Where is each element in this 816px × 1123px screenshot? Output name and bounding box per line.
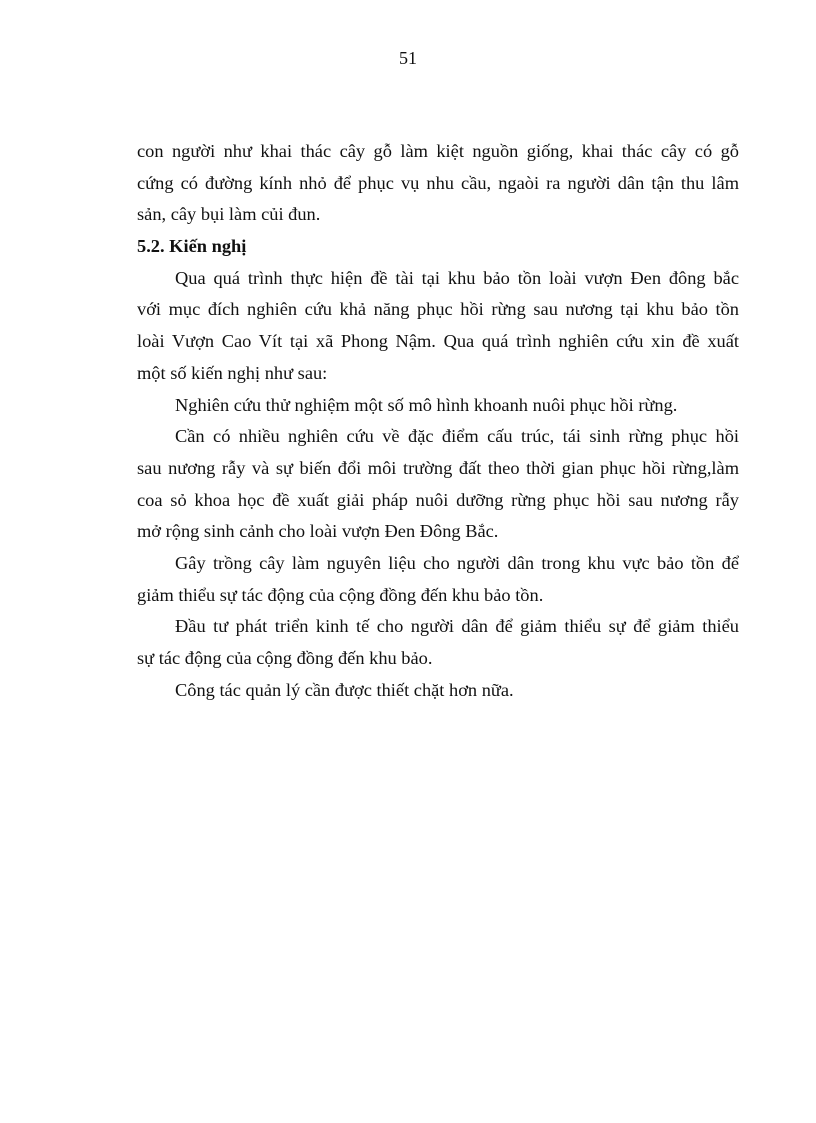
page-number: 51 [399,48,417,68]
text-line: một số kiến nghị như sau: [137,362,328,383]
text-line: mở rộng sinh cảnh cho loài vượn Đen Đông Bắc. [137,521,499,542]
recommendation-2 [137,421,739,548]
recommendation-4 [137,611,739,674]
text-line: sau nương rẫy và sự biến đổi môi trường đất theo thời gian phục hồi rừng,làm [137,457,739,478]
text-line: với mục đích nghiên cứu khả năng phục hồi rừng sau nương tại khu bảo tồn [137,299,739,320]
section-heading: 5.2. Kiến nghị [137,236,247,257]
text-line: Qua quá trình thực hiện đề tài tại khu bảo tồn loài vượn Đen đông bắc [175,267,739,288]
text-line: con người như khai thác cây gỗ làm kiệt nguồn giống, khai thác cây có gỗ [137,141,739,161]
text-line: Gây trồng cây làm nguyên liệu cho người dân trong khu vực bảo tồn để [175,552,739,573]
text-line: giảm thiểu sự tác động của cộng đồng đến khu bảo tồn. [137,584,544,605]
text-line: sự tác động của cộng đồng đến khu bảo. [137,648,433,668]
text-line: Công tác quản lý cần được thiết chặt hơn nữa. [175,679,514,700]
text-line: Cần có nhiều nghiên cứu về đặc điểm cấu trúc, tái sinh rừng phục hồi [175,426,739,447]
document-body [137,136,739,706]
recommendation-1 [137,390,739,422]
recommendation-3 [137,548,739,611]
recommendation-5 [137,675,739,707]
text-line: Nghiên cứu thử nghiệm một số mô hình khoanh nuôi phục hồi rừng. [175,394,678,415]
text-line: loài Vượn Cao Vít tại xã Phong Nậm. Qua quá trình nghiên cứu xin đề xuất [137,331,739,352]
paragraph-intro-recommendations [137,263,739,390]
text-line: Đầu tư phát triển kinh tế cho người dân để giảm thiểu sự để giảm thiểu [175,616,739,637]
text-line: sản, cây bụi làm củi đun. [137,204,321,225]
text-line: coa sỏ khoa học đề xuất giải pháp nuôi dưỡng rừng phục hồi sau nương rẫy [137,489,739,510]
intro-paragraph [137,136,739,231]
text-line: cứng có đường kính nhỏ để phục vụ nhu cầu, ngaòi ra người dân tận thu lâm [137,172,739,193]
